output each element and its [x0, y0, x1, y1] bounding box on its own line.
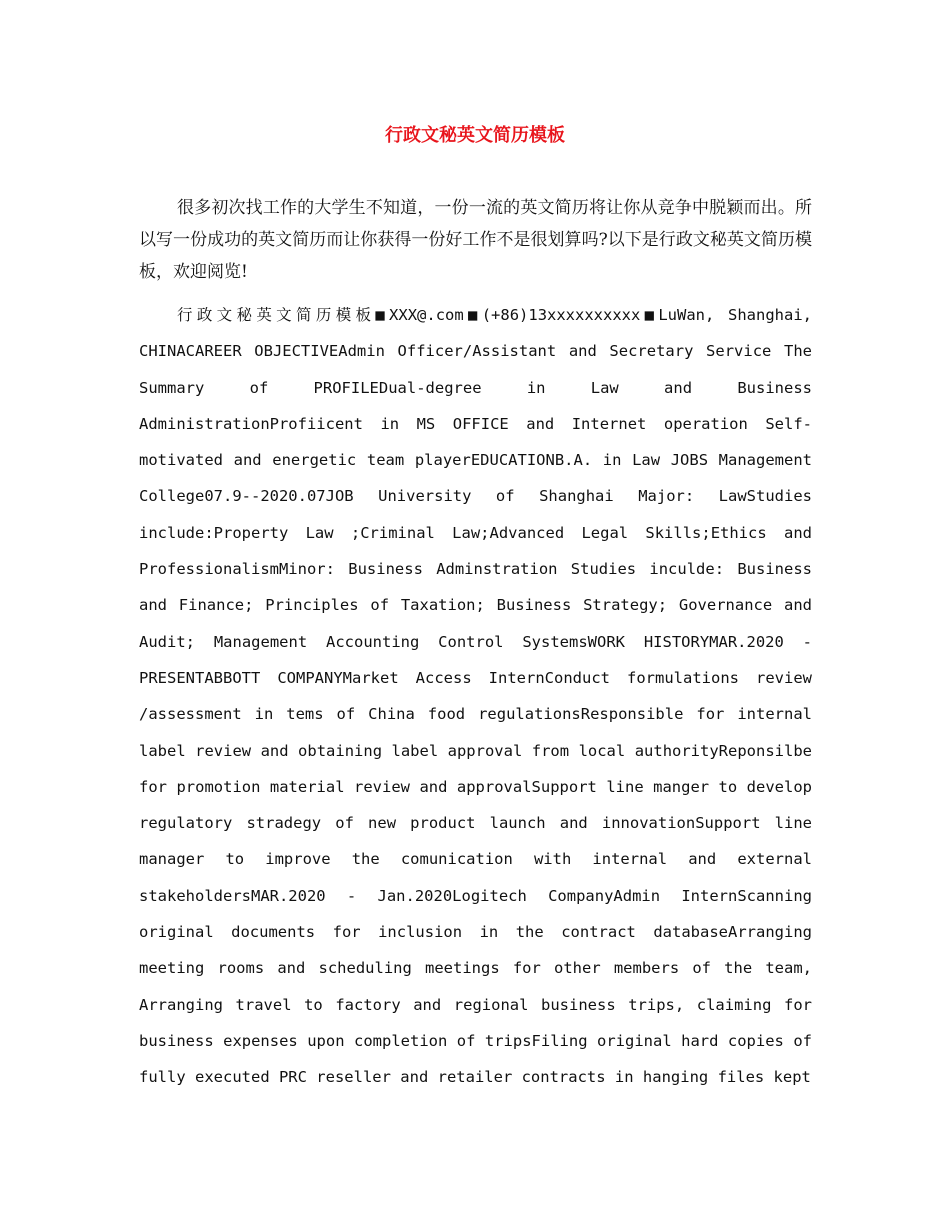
document-title: 行政文秘英文简历模板 [385, 125, 565, 146]
intro-paragraph: 很多初次找工作的大学生不知道，一份一流的英文简历将让你从竞争中脱颖而出。所以写一份成功的英文简历而让你获得一份好工作不是很划算吗?以下是行政文秘英文简历模板，欢迎阅览! [139, 198, 812, 282]
resume-body-paragraph: 行政文秘英文简历模板■XXX@.com■(+86)13xxxxxxxxxx■LuWan, Shanghai, CHINACAREER OBJECTIVEAdmin Officer/Assistant and Secretary Service The Summary of PROFILEDual-degree in Law and Business AdministrationProfiicent in MS OFFICE and Internet operation Self-motivated and energetic team playerEDUCATIONB.A. in Law JOBS Management College07.9--2020.07JOB University of Shanghai Major: LawStudies include:Property Law ;Criminal Law;Advanced Legal Skills;Ethics and ProfessionalismMinor: Business Adminstration Studies inculde: Business and Finance; Principles of Taxation; Business Strategy; Governance and Audit; Management Accounting Control SystemsWORK HISTORYMAR.2020 - PRESENTABBOTT COMPANYMarket Access InternConduct formulations review /assessment in tems of China food regulationsResponsible for internal label review and obtaining label approval from local authorityReponsilbe for promotion material review and approvalSupport line manger to develop regulatory stradegy of new product launch and innovationSupport line manager to improve the comunication with internal and external stakeholdersMAR.2020 - Jan.2020Logitech CompanyAdmin InternScanning original documents for inclusion in the contract databaseArranging meeting rooms and scheduling meetings for other members of the team, Arranging travel to factory and regional business trips, claiming for business expenses upon completion of tripsFiling original hard copies of fully executed PRC reseller and retailer contracts in hanging files kept [139, 306, 812, 1087]
